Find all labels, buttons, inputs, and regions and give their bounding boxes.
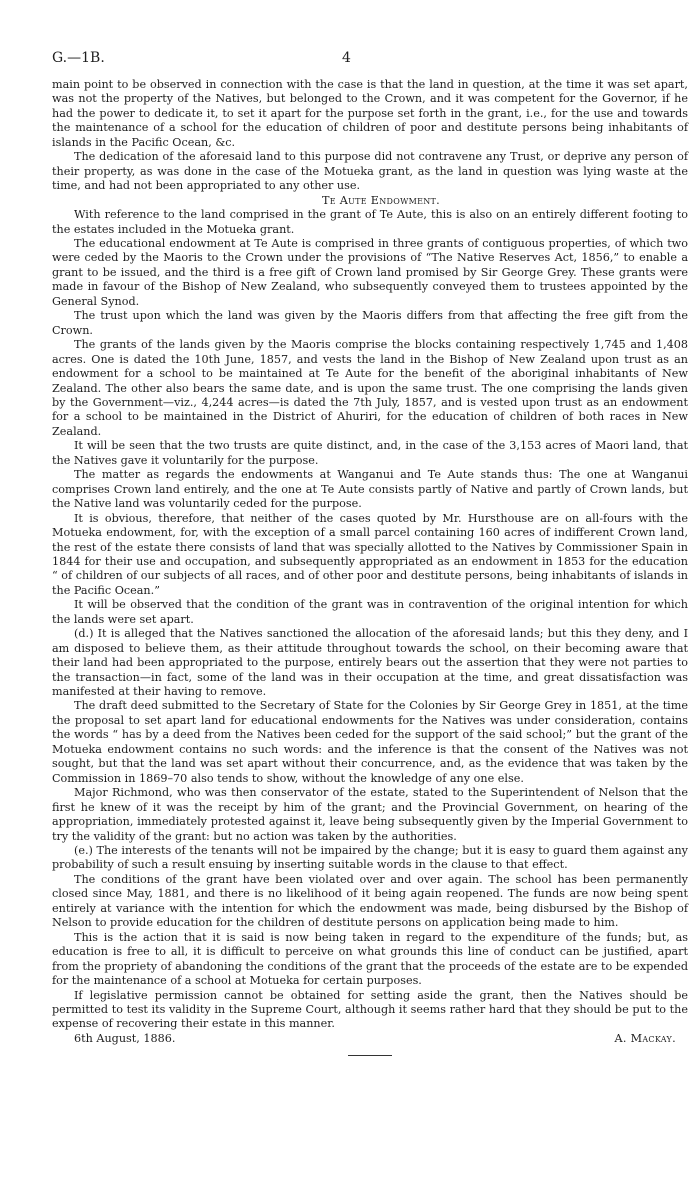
paragraph: It will be observed that the condition of the grant was in contravention of the original intention for which the lands were set apart. (52, 598, 688, 626)
page-header (52, 50, 672, 72)
paragraph: If legislative permission cannot be obtained for setting aside the grant, then the Natives should be permitted to test its validity in the Supreme Court, although it seems rather hard that they should be put to the expense of recovering their estate in this manner. (52, 988, 688, 1031)
section-heading: Te Aute Endowment. (321, 193, 441, 207)
signature-block (52, 1032, 688, 1047)
document-reference: G.—1B. (52, 50, 105, 66)
paragraph: Major Richmond, who was then conservator of the estate, stated to the Superintendent of Nelson that the first he knew of it was the receipt by him of the grant; and the Provincial Government, on hearing of the appropriation, immediately protested against it, leave being subsequently given by the Imperial Government to try the validity of the grant: but no action was taken by the authorities. (52, 786, 688, 843)
closing-rule (348, 1055, 392, 1056)
page-number: 4 (342, 50, 351, 66)
signatory-name: A. Mackay. (614, 1031, 676, 1045)
paragraph: The trust upon which the land was given by the Maoris differs from that affecting the free gift from the Crown. (52, 309, 688, 337)
paragraph: (d.) It is alleged that the Natives sanctioned the allocation of the aforesaid lands; but this they deny, and I am disposed to believe them, as their attitude throughout towards the school, on their becoming aware that their land had been appropriated to the purpose, entirely bears out the assertion that they were not parties to the transaction—in fact, some of the land was in their occupation at the time, and great dissatisfaction was manifested at their having to remove. (52, 627, 688, 699)
paragraph: The educational endowment at Te Aute is comprised in three grants of contiguous properties, of which two were ceded by the Maoris to the Crown under the provisions of “The Native Reserves Act, 1856,” to enable a grant to be issued, and the third is a free gift of Crown land promised by Sir George Grey. These grants were made in favour of the Bishop of New Zealand, who subsequently conveyed them to trustees appointed by the General Synod. (52, 236, 688, 308)
paragraph: This is the action that it is said is now being taken in regard to the expenditure of the funds; but, as education is free to all, it is difficult to perceive on what grounds this line of conduct can be justified, apart from the propriety of abandoning the conditions of the grant that the proceeds of the estate are to be expended for the maintenance of a school at Motueka for certain purposes. (52, 930, 688, 988)
paragraph: It will be seen that the two trusts are quite distinct, and, in the case of the 3,153 acres of Maori land, that the Natives gave it voluntarily for the purpose. (52, 439, 688, 467)
paragraph: main point to be observed in connection with the case is that the land in question, at the time it was set apart, was not the property of the Natives, but belonged to the Crown, and it was competent for the Governor, if he had the power to dedicate it, to set it apart for the purpose set forth in the grant, i.e., for the use and towards the maintenance of a school for the education of children of poor and destitute persons being inhabitants of islands in the Pacific Ocean, &c. (52, 78, 688, 149)
signature-date: 6th August, 1886. (74, 1031, 176, 1045)
paragraph: The draft deed submitted to the Secretary of State for the Colonies by Sir George Grey in 1851, at the time the proposal to set apart land for educational endowments for the Natives was under consideration, contains the words “ has by a deed from the Natives been ceded for the support of the said school;” but the grant of the Motueka endowment contains no such words: and the inference is that the consent of the Natives was not sought, but that the land was set apart without their concurrence, and, as the evidence that was taken by the Commission in 1869–70 also tends to show, without the knowledge of any one else. (52, 699, 688, 785)
paragraph: The grants of the lands given by the Maoris comprise the blocks containing respectively 1,745 and 1,408 acres. One is dated the 10th June, 1857, and vests the land in the Bishop of New Zealand upon trust as an endowment for a school to be maintained at Te Aute for the benefit of the aboriginal inhabitants of New Zealand. The other also bears the same date, and is upon the same trust. The one comprising the lands given by the Government—viz., 4,244 acres—is dated the 7th July, 1857, and is vested upon trust as an endowment for a school to be maintained in the District of Ahuriri, for the education of children of both races in New Zealand. (52, 338, 688, 438)
paragraph: The matter as regards the endowments at Wanganui and Te Aute stands thus: The one at Wanganui comprises Crown land entirely, and the one at Te Aute consists partly of Native and partly of Crown lands, but the Native land was voluntarily ceded for the purpose. (52, 468, 688, 511)
paragraph: The conditions of the grant have been violated over and over again. The school has been permanently closed since May, 1881, and there is no likelihood of it being again reopened. The funds are now being spent entirely at variance with the intention for which the endowment was made, being disbursed by the Bishop of Nelson to provide education for the children of destitute persons on application being made to him. (52, 872, 688, 930)
paragraph: It is obvious, therefore, that neither of the cases quoted by Mr. Hursthouse are on all-fours with the Motueka endowment, for, with the exception of a small parcel containing 160 acres of indifferent Crown land, the rest of the estate there consists of land that was specially allotted to the Natives by Commissioner Spain in 1844 for their use and occupation, and subsequently appropriated as an endowment in 1853 for the education “ of children of our subjects of all races, and of other poor and destitute persons, being inhabitants of islands in the Pacific Ocean.” (52, 511, 688, 597)
paragraph: (e.) The interests of the tenants will not be impaired by the change; but it is easy to guard them against any probability of such a result ensuing by inserting suitable words in the clause to that effect. (52, 844, 688, 872)
document-body (52, 78, 688, 1056)
paragraph: The dedication of the aforesaid land to this purpose did not contravene any Trust, or deprive any person of their property, as was done in the case of the Motueka grant, as the land in question was lying waste at the time, and had not been appropriated to any other use. (52, 150, 688, 193)
paragraph: With reference to the land comprised in the grant of Te Aute, this is also on an entirely different footing to the estates included in the Motueka grant. (52, 208, 688, 236)
